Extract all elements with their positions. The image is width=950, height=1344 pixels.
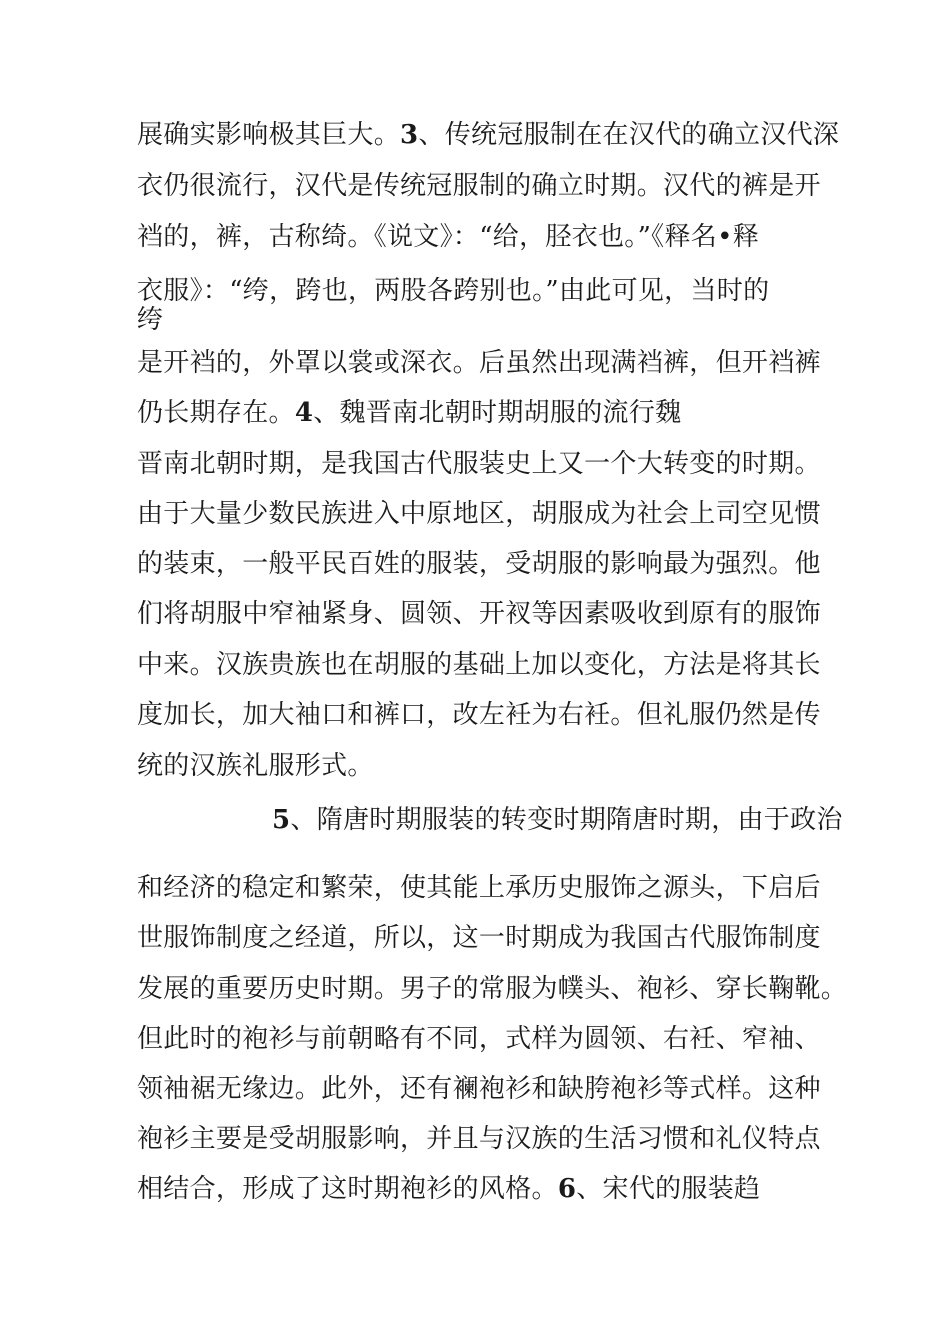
text-line xyxy=(137,1174,760,1204)
text-line xyxy=(137,549,821,579)
text-line xyxy=(137,449,821,479)
text-line xyxy=(137,348,821,378)
line-text: 、魏晋南北朝时期胡服的流行魏 xyxy=(313,398,682,428)
line-text: 裆的，裤，古称绮。《说文》：“给，胫衣也。”《释名•释 xyxy=(137,222,760,252)
line-text: 度加长，加大袖口和裤口，改左衽为右衽。但礼服仍然是传 xyxy=(137,700,821,730)
text-line xyxy=(137,1024,821,1054)
line-text: 仍长期存在。 xyxy=(137,398,295,428)
line-text: 和经济的稳定和繁荣，使其能上承历史服饰之源头，下启后 xyxy=(137,873,821,903)
line-text: 展确实影响极其巨大。 xyxy=(137,120,401,150)
text-line xyxy=(137,222,759,252)
line-text: 中来。汉族贵族也在胡服的基础上加以变化，方法是将其长 xyxy=(137,650,821,680)
text-line xyxy=(137,751,374,781)
line-text: 袍衫主要是受胡服影响，并且与汉族的生活习惯和礼仪特点 xyxy=(137,1124,821,1154)
text-line xyxy=(137,276,769,306)
line-text: 们将胡服中窄袖紧身、圆领、开衩等因素吸收到原有的服饰 xyxy=(137,599,821,629)
text-line xyxy=(137,171,821,201)
section-number: 5 xyxy=(272,805,291,835)
text-line xyxy=(137,873,821,903)
text-line xyxy=(137,398,681,428)
line-text: 相结合，形成了这时期袍衫的风格。 xyxy=(137,1174,558,1204)
line-text: 、宋代的服装趋 xyxy=(576,1174,761,1204)
section-number: 6 xyxy=(557,1174,577,1204)
text-line xyxy=(137,499,821,529)
line-text: 领袖裾无缘边。此外，还有襕袍衫和缺胯袍衫等式样。这种 xyxy=(137,1074,821,1104)
text-line xyxy=(137,974,847,1004)
line-text: 世服饰制度之经道，所以，这一时期成为我国古代服饰制度 xyxy=(137,923,821,953)
line-text: 、隋唐时期服装的转变时期隋唐时期，由于政治 xyxy=(290,805,843,835)
section-number: 3 xyxy=(400,120,419,150)
text-line xyxy=(137,923,821,953)
text-line xyxy=(137,599,821,629)
line-text: 是开裆的，外罩以裳或深衣。后虽然出现满裆裤，但开裆裤 xyxy=(137,348,821,378)
section-number: 4 xyxy=(294,398,314,428)
line-text: 由于大量少数民族进入中原地区，胡服成为社会上司空见惯 xyxy=(137,499,821,529)
line-text: 衣服》：“绔，跨也，两股各跨别也。”由此可见，当时的 xyxy=(137,276,770,306)
line-text: 发展的重要历史时期。男子的常服为幞头、袍衫、穿长鞠靴。 xyxy=(137,974,848,1004)
line-text: 的装束，一般平民百姓的服装，受胡服的影响最为强烈。他 xyxy=(137,549,821,579)
text-line xyxy=(137,700,821,730)
text-line xyxy=(137,120,839,150)
line-text: 衣仍很流行，汉代是传统冠服制的确立时期。汉代的裤是开 xyxy=(137,171,821,201)
line-text: 绔 xyxy=(137,305,164,335)
text-line xyxy=(137,305,163,335)
line-text: 、传统冠服制在在汉代的确立汉代深 xyxy=(418,120,840,150)
text-line xyxy=(137,1124,821,1154)
text-line xyxy=(137,1074,821,1104)
line-text: 统的汉族礼服形式。 xyxy=(137,751,374,781)
text-line xyxy=(272,805,843,835)
line-text: 但此时的袍衫与前朝略有不同，式样为圆领、右衽、窄袖、 xyxy=(137,1024,821,1054)
line-text: 晋南北朝时期，是我国古代服装史上又一个大转变的时期。 xyxy=(137,449,821,479)
text-line xyxy=(137,650,821,680)
